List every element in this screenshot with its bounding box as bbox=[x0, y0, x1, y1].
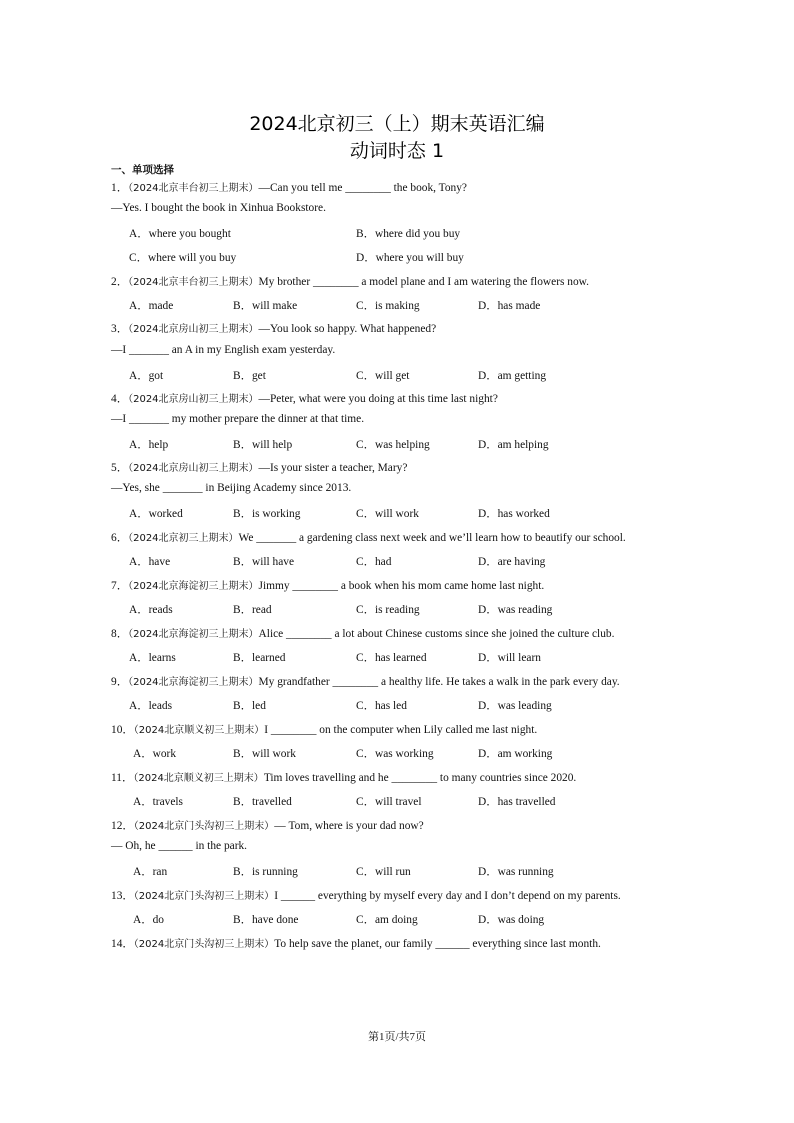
option-d: D．was reading bbox=[478, 604, 553, 616]
option-c: C．was helping bbox=[356, 439, 430, 451]
option-a: A．work bbox=[133, 748, 177, 760]
question-reply: — Oh, he ______ in the park. bbox=[111, 840, 248, 852]
option-a: A．help bbox=[129, 439, 169, 451]
option-a: A．leads bbox=[129, 700, 173, 712]
option-c: C．is reading bbox=[356, 604, 420, 616]
document-title: 2024北京初三（上）期末英语汇编 bbox=[249, 113, 545, 135]
option-d: D．am working bbox=[478, 748, 553, 760]
option-b: B．where did you buy bbox=[356, 228, 461, 240]
option-a: A．travels bbox=[133, 796, 183, 808]
option-b: B．will make bbox=[233, 300, 298, 312]
option-a: A．where you bought bbox=[129, 228, 231, 240]
option-b: B．is running bbox=[233, 866, 298, 878]
option-d: D．am getting bbox=[478, 370, 547, 382]
option-b: B．learned bbox=[233, 652, 286, 664]
option-b: B．is working bbox=[233, 508, 301, 520]
option-c: C．had bbox=[356, 556, 392, 568]
option-b: B．read bbox=[233, 604, 272, 616]
option-d: D．are having bbox=[478, 556, 546, 568]
question-stem: 14．（2024北京门头沟初三上期末）To help save the planet, our family ______ everything since last month. bbox=[111, 938, 601, 950]
option-c: C．will run bbox=[356, 866, 411, 878]
question-stem: 8．（2024北京海淀初三上期末）Alice ________ a lot about Chinese customs since she joined the culture club. bbox=[111, 628, 615, 640]
question-stem: 12．（2024北京门头沟初三上期末）— Tom, where is your dad now? bbox=[111, 820, 424, 832]
option-c: C．am doing bbox=[356, 914, 418, 926]
question-reply: —I _______ my mother prepare the dinner at that time. bbox=[111, 413, 365, 425]
document-subtitle: 动词时态 1 bbox=[349, 140, 445, 162]
option-a: A．made bbox=[129, 300, 174, 312]
option-d: D．will learn bbox=[478, 652, 541, 664]
section-heading: 一、单项选择 bbox=[111, 164, 174, 176]
question-stem: 7．（2024北京海淀初三上期末）Jimmy ________ a book when his mom came home last night. bbox=[111, 580, 545, 592]
option-c: C．has led bbox=[356, 700, 407, 712]
option-b: B．will help bbox=[233, 439, 293, 451]
page-footer: 第1页/共7页 bbox=[367, 1031, 427, 1043]
option-d: D．was doing bbox=[478, 914, 545, 926]
question-reply: —Yes, she _______ in Beijing Academy since 2013. bbox=[111, 482, 352, 494]
option-d: D．has worked bbox=[478, 508, 550, 520]
question-stem: 13．（2024北京门头沟初三上期末）I ______ everything by myself every day and I don’t depend on my parents. bbox=[111, 890, 621, 902]
question-stem: 9．（2024北京海淀初三上期末）My grandfather ________ a healthy life. He takes a walk in the park every day. bbox=[111, 676, 620, 688]
option-a: A．do bbox=[133, 914, 165, 926]
question-stem: 3．（2024北京房山初三上期末）—You look so happy. What happened? bbox=[111, 323, 437, 335]
option-a: A．got bbox=[129, 370, 164, 382]
question-reply: —Yes. I bought the book in Xinhua Bookstore. bbox=[111, 202, 326, 214]
question-stem: 5．（2024北京房山初三上期末）—Is your sister a teacher, Mary? bbox=[111, 462, 408, 474]
option-c: C．has learned bbox=[356, 652, 427, 664]
option-a: A．ran bbox=[133, 866, 168, 878]
option-d: D．where you will buy bbox=[356, 252, 464, 264]
question-stem: 4．（2024北京房山初三上期末）—Peter, what were you doing at this time last night? bbox=[111, 393, 498, 405]
option-d: D．was running bbox=[478, 866, 554, 878]
question-stem: 10．（2024北京顺义初三上期末）I ________ on the computer when Lily called me last night. bbox=[111, 724, 538, 736]
option-b: B．travelled bbox=[233, 796, 292, 808]
option-a: A．worked bbox=[129, 508, 183, 520]
question-stem: 2．（2024北京丰台初三上期末）My brother ________ a model plane and I am watering the flowers now. bbox=[111, 276, 589, 288]
option-b: B．have done bbox=[233, 914, 299, 926]
option-c: C．will get bbox=[356, 370, 410, 382]
question-reply: —I _______ an A in my English exam yesterday. bbox=[111, 344, 336, 356]
option-b: B．will work bbox=[233, 748, 296, 760]
option-c: C．is making bbox=[356, 300, 420, 312]
question-stem: 1．（2024北京丰台初三上期末）—Can you tell me ________ the book, Tony? bbox=[111, 182, 467, 194]
option-b: B．get bbox=[233, 370, 266, 382]
option-b: B．will have bbox=[233, 556, 295, 568]
question-stem: 6．（2024北京初三上期末）We _______ a gardening class next week and we’ll learn how to beautify our school. bbox=[111, 532, 626, 544]
option-d: D．am helping bbox=[478, 439, 549, 451]
question-stem: 11．（2024北京顺义初三上期末）Tim loves travelling and he ________ to many countries since 2020. bbox=[111, 772, 577, 784]
option-d: D．was leading bbox=[478, 700, 552, 712]
option-c: C．was working bbox=[356, 748, 434, 760]
option-d: D．has travelled bbox=[478, 796, 556, 808]
option-c: C．where will you buy bbox=[129, 252, 237, 264]
option-b: B．led bbox=[233, 700, 266, 712]
option-c: C．will work bbox=[356, 508, 419, 520]
option-c: C．will travel bbox=[356, 796, 422, 808]
option-a: A．learns bbox=[129, 652, 176, 664]
option-a: A．reads bbox=[129, 604, 173, 616]
option-a: A．have bbox=[129, 556, 171, 568]
option-d: D．has made bbox=[478, 300, 541, 312]
